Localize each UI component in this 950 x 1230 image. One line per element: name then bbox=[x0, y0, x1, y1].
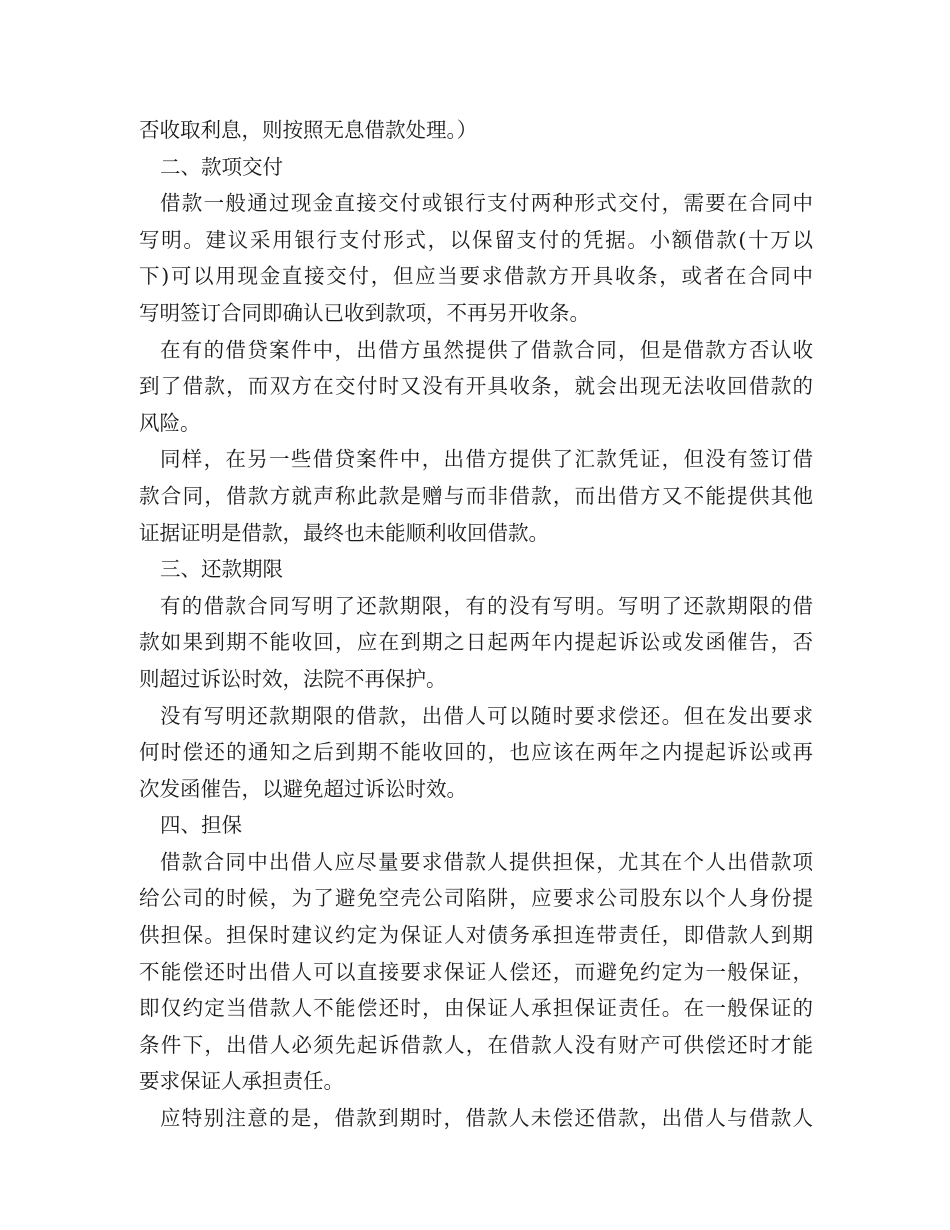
text-line: 写明签订合同即确认已收到款项，不再另开收条。 bbox=[139, 300, 590, 325]
text-line: 即仅约定当借款人不能偿还时，由保证人承担保证责任。在一般保证的 bbox=[139, 996, 813, 1021]
text-line: 风险。 bbox=[139, 410, 201, 435]
text-line: 下)可以用现金直接交付，但应当要求借款方开具收条，或者在合同中 bbox=[139, 264, 813, 289]
text-line: 写明。建议采用银行支付形式，以保留支付的凭据。小额借款(十万以 bbox=[139, 227, 813, 252]
text-line: 给公司的时候，为了避免空壳公司陷阱，应要求公司股东以个人身份提 bbox=[139, 886, 813, 911]
text-line: 在有的借贷案件中，出借方虽然提供了借款合同，但是借款方否认收 bbox=[160, 337, 813, 362]
text-line: 款如果到期不能收回，应在到期之日起两年内提起诉讼或发函催告，否 bbox=[139, 630, 813, 655]
text-line: 有的借款合同写明了还款期限，有的没有写明。写明了还款期限的借 bbox=[160, 593, 813, 618]
text-line: 借款合同中出借人应尽量要求借款人提供担保，尤其在个人出借款项 bbox=[160, 849, 813, 874]
text-line: 没有写明还款期限的借款，出借人可以随时要求偿还。但在发出要求 bbox=[160, 703, 813, 728]
text-line: 应特别注意的是，借款到期时，借款人未偿还借款，出借人与借款人 bbox=[160, 1106, 813, 1131]
section-heading: 二、款项交付 bbox=[160, 154, 283, 179]
text-line: 供担保。担保时建议约定为保证人对债务承担连带责任，即借款人到期 bbox=[139, 923, 813, 948]
text-line: 则超过诉讼时效，法院不再保护。 bbox=[139, 666, 447, 691]
text-line: 同样，在另一些借贷案件中，出借方提供了汇款凭证，但没有签订借 bbox=[160, 447, 813, 472]
text-line: 款合同，借款方就声称此款是赠与而非借款，而出借方又不能提供其他 bbox=[139, 483, 813, 508]
text-line: 到了借款，而双方在交付时又没有开具收条，就会出现无法收回借款的 bbox=[139, 374, 813, 399]
text-line: 何时偿还的通知之后到期不能收回的，也应该在两年之内提起诉讼或再 bbox=[139, 740, 813, 765]
text-line: 要求保证人承担责任。 bbox=[139, 1069, 344, 1094]
section-heading: 四、担保 bbox=[160, 813, 242, 838]
text-line: 次发函催告，以避免超过诉讼时效。 bbox=[139, 776, 467, 801]
text-line: 证据证明是借款，最终也未能顺利收回借款。 bbox=[139, 520, 549, 545]
text-line: 否收取利息，则按照无息借款处理。） bbox=[139, 118, 478, 142]
section-heading: 三、还款期限 bbox=[160, 557, 283, 582]
text-line: 不能偿还时出借人可以直接要求保证人偿还，而避免约定为一般保证， bbox=[139, 959, 813, 984]
text-line: 借款一般通过现金直接交付或银行支付两种形式交付，需要在合同中 bbox=[160, 191, 813, 216]
document-page bbox=[139, 112, 813, 1137]
text-line: 条件下，出借人必须先起诉借款人，在借款人没有财产可供偿还时才能 bbox=[139, 1032, 813, 1057]
